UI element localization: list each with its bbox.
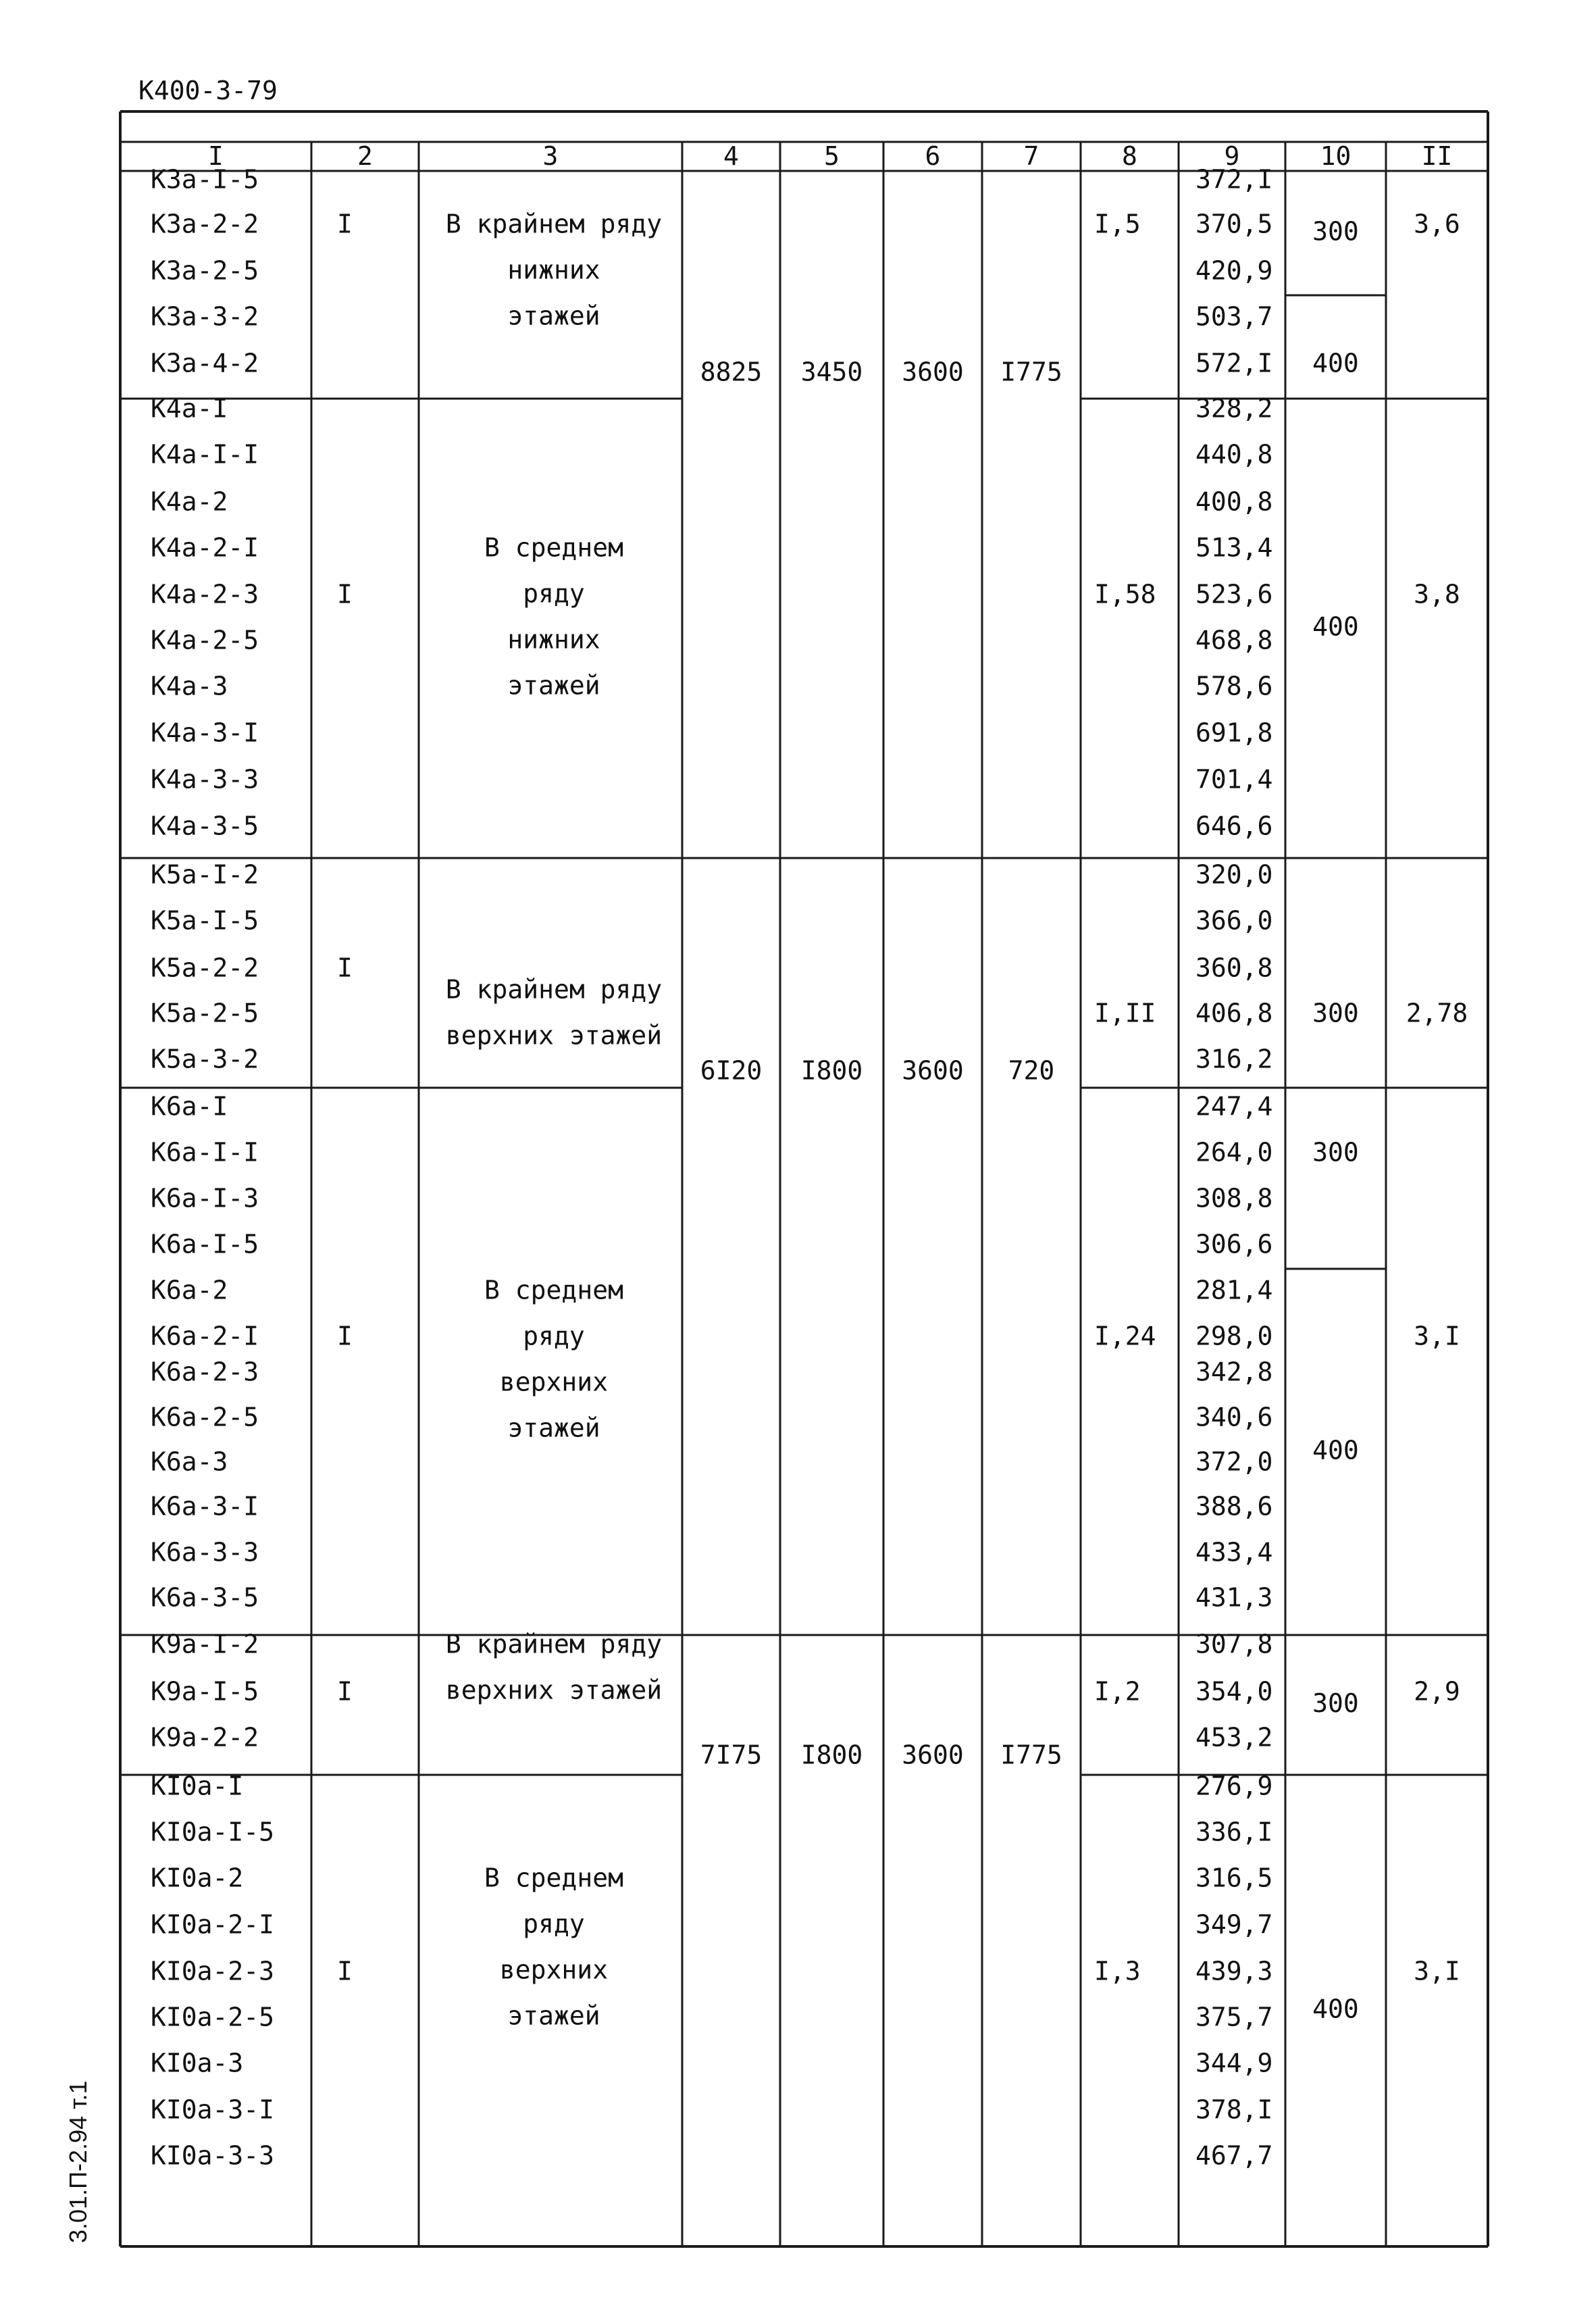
column-3-text: нижних: [507, 624, 600, 655]
column-3-text: этажей: [507, 2001, 600, 2031]
column-9-value: 701,4: [1195, 764, 1273, 795]
side-document-code: 3.01.П-2.94 т.1: [64, 2080, 92, 2243]
column-7-value: 720: [1008, 1055, 1055, 1086]
column-9-value: 342,8: [1195, 1357, 1273, 1387]
column-11-value: 2,78: [1406, 998, 1468, 1028]
column-3-text: ряду: [523, 578, 585, 609]
column-3-text: В среднем: [484, 1863, 623, 1893]
column-9-value: 264,0: [1195, 1137, 1273, 1167]
column-1-mark: К6а-2-I: [151, 1321, 259, 1351]
column-1-mark: К6а-3-5: [151, 1582, 259, 1613]
column-number-7: 7: [1023, 141, 1039, 171]
column-1-mark: К5а-I-2: [151, 859, 259, 890]
column-11-value: 2,9: [1414, 1676, 1460, 1707]
column-1-mark: К4а-I: [151, 393, 228, 424]
column-1-mark: К4а-2-3: [151, 579, 259, 609]
column-9-value: 336,I: [1195, 1817, 1273, 1847]
column-1-mark: КI0а-3-3: [151, 2140, 275, 2171]
column-9-value: 467,7: [1195, 2140, 1273, 2171]
column-1-mark: К4а-3-5: [151, 811, 259, 841]
column-9-value: 513,4: [1195, 532, 1273, 563]
column-9-value: 298,0: [1195, 1321, 1273, 1351]
column-number-8: 8: [1122, 141, 1137, 171]
column-9-value: 691,8: [1195, 718, 1273, 748]
column-1-mark: К3а-4-2: [151, 348, 259, 378]
column-1-mark: К4а-3-3: [151, 764, 259, 795]
column-2-value: I: [337, 579, 353, 609]
column-number-9: 9: [1224, 141, 1240, 171]
column-number-1: I: [208, 141, 224, 171]
column-4-value: 6I20: [700, 1055, 763, 1086]
column-3-text: В среднем: [484, 1275, 623, 1305]
column-1-mark: КI0а-I-5: [151, 1817, 275, 1847]
column-9-value: 320,0: [1195, 859, 1273, 890]
column-9-value: 468,8: [1195, 625, 1273, 655]
column-6-value: 3600: [902, 357, 964, 387]
column-3-text: верхних этажей: [445, 1675, 663, 1705]
column-9-value: 572,I: [1195, 348, 1273, 378]
column-5-value: I800: [800, 1055, 863, 1086]
column-9-value: 420,9: [1195, 255, 1273, 286]
column-number-4: 4: [723, 141, 739, 171]
column-number-10: 10: [1320, 141, 1352, 171]
column-10-value: 400: [1312, 1994, 1359, 2024]
column-number-6: 6: [925, 141, 941, 171]
column-1-mark: КI0а-2-5: [151, 2002, 275, 2032]
column-1-mark: К6а-2: [151, 1275, 228, 1305]
column-1-mark: К9а-I-5: [151, 1676, 259, 1707]
column-9-value: 354,0: [1195, 1676, 1273, 1707]
column-2-value: I: [337, 1676, 353, 1707]
column-9-value: 308,8: [1195, 1183, 1273, 1213]
column-1-mark: К5а-2-2: [151, 953, 259, 983]
column-3-text: нижних: [507, 255, 600, 285]
column-1-mark: К3а-2-5: [151, 255, 259, 286]
column-1-mark: КI0а-3: [151, 2048, 244, 2078]
column-9-value: 247,4: [1195, 1091, 1273, 1122]
column-1-mark: К6а-2-3: [151, 1357, 259, 1387]
column-8-value: I,58: [1094, 579, 1156, 609]
column-10-value: 300: [1312, 1137, 1359, 1167]
column-2-value: I: [337, 209, 353, 239]
column-9-value: 366,0: [1195, 905, 1273, 936]
column-9-value: 503,7: [1195, 301, 1273, 332]
column-9-value: 316,2: [1195, 1044, 1273, 1074]
column-1-mark: К3а-3-2: [151, 301, 259, 332]
column-1-mark: КI0а-3-I: [151, 2094, 275, 2125]
column-7-value: I775: [1000, 357, 1062, 387]
column-9-value: 328,2: [1195, 393, 1273, 424]
column-4-value: 7I75: [700, 1740, 763, 1770]
column-9-value: 578,6: [1195, 671, 1273, 701]
column-1-mark: К6а-3-3: [151, 1537, 259, 1567]
column-1-mark: КI0а-I: [151, 1771, 244, 1801]
column-1-mark: К3а-I-5: [151, 164, 259, 195]
column-1-mark: КI0а-2-I: [151, 1909, 275, 1940]
column-3-text: этажей: [507, 301, 600, 331]
column-6-value: 3600: [902, 1055, 964, 1086]
column-number-11: II: [1421, 141, 1453, 171]
column-10-value: 300: [1312, 998, 1359, 1028]
column-9-value: 375,7: [1195, 2002, 1273, 2032]
document-code: К400-3-79: [138, 76, 278, 105]
column-9-value: 400,8: [1195, 486, 1273, 517]
column-10-value: 400: [1312, 611, 1359, 642]
column-1-mark: К4а-I-I: [151, 439, 259, 470]
column-1-mark: К9а-2-2: [151, 1722, 259, 1753]
column-3-text: В крайнем ряду: [445, 209, 663, 239]
column-10-value: 400: [1312, 1435, 1359, 1465]
column-1-mark: К4а-2-5: [151, 625, 259, 655]
column-9-value: 388,6: [1195, 1491, 1273, 1521]
column-1-mark: К6а-3-I: [151, 1491, 259, 1521]
column-1-mark: К4а-3: [151, 671, 228, 701]
column-1-mark: КI0а-2-3: [151, 1956, 275, 1986]
column-1-mark: К4а-3-I: [151, 718, 259, 748]
column-3-text: В крайнем ряду: [445, 974, 663, 1005]
column-9-value: 372,0: [1195, 1447, 1273, 1477]
column-3-text: верхних этажей: [445, 1020, 663, 1051]
column-10-value: 300: [1312, 1688, 1359, 1718]
column-2-value: I: [337, 1321, 353, 1351]
column-3-text: верхних: [499, 1367, 609, 1397]
column-9-value: 281,4: [1195, 1275, 1273, 1305]
column-number-2: 2: [357, 141, 373, 171]
column-1-mark: К6а-I-3: [151, 1183, 259, 1213]
column-5-value: 3450: [800, 357, 863, 387]
column-1-mark: К9а-I-2: [151, 1629, 259, 1659]
column-9-value: 360,8: [1195, 953, 1273, 983]
column-5-value: I800: [800, 1740, 863, 1770]
column-9-value: 316,5: [1195, 1863, 1273, 1893]
column-3-text: В среднем: [484, 532, 623, 563]
column-1-mark: К4а-2-I: [151, 532, 259, 563]
column-number-5: 5: [824, 141, 840, 171]
column-1-mark: К6а-2-5: [151, 1402, 259, 1432]
column-8-value: I,2: [1094, 1676, 1141, 1707]
column-8-value: I,5: [1094, 209, 1141, 239]
column-1-mark: К6а-I: [151, 1091, 228, 1122]
column-9-value: 433,4: [1195, 1537, 1273, 1567]
column-number-3: 3: [542, 141, 559, 171]
column-3-text: этажей: [507, 1413, 600, 1443]
column-1-mark: К5а-I-5: [151, 905, 259, 936]
column-1-mark: К5а-3-2: [151, 1044, 259, 1074]
column-3-text: В крайнем ряду: [445, 1629, 663, 1659]
column-9-value: 344,9: [1195, 2048, 1273, 2078]
column-9-value: 439,3: [1195, 1956, 1273, 1986]
column-9-value: 646,6: [1195, 811, 1273, 841]
column-11-value: 3,I: [1414, 1956, 1460, 1986]
column-1-mark: КI0а-2: [151, 1863, 244, 1893]
column-2-value: I: [337, 953, 353, 983]
column-6-value: 3600: [902, 1740, 964, 1770]
column-11-value: 3,I: [1414, 1321, 1460, 1351]
column-1-mark: К6а-I-5: [151, 1229, 259, 1259]
column-3-text: ряду: [523, 1909, 585, 1939]
column-4-value: 8825: [700, 357, 763, 387]
column-11-value: 3,8: [1414, 579, 1460, 609]
column-11-value: 3,6: [1414, 209, 1460, 239]
column-9-value: 440,8: [1195, 439, 1273, 470]
column-1-mark: К6а-I-I: [151, 1137, 259, 1167]
column-9-value: 406,8: [1195, 998, 1273, 1028]
column-9-value: 306,6: [1195, 1229, 1273, 1259]
column-10-value: 400: [1312, 348, 1359, 378]
column-2-value: I: [337, 1956, 353, 1986]
column-9-value: 378,I: [1195, 2094, 1273, 2125]
column-9-value: 523,6: [1195, 579, 1273, 609]
column-1-mark: К6а-3: [151, 1447, 228, 1477]
column-8-value: I,3: [1094, 1956, 1141, 1986]
column-9-value: 276,9: [1195, 1771, 1273, 1801]
column-3-text: верхних: [499, 1955, 609, 1985]
column-9-value: 340,6: [1195, 1402, 1273, 1432]
column-7-value: I775: [1000, 1740, 1062, 1770]
column-8-value: I,II: [1094, 998, 1156, 1028]
column-3-text: этажей: [507, 670, 600, 701]
column-1-mark: К3а-2-2: [151, 209, 259, 239]
column-9-value: 372,I: [1195, 164, 1273, 195]
column-9-value: 349,7: [1195, 1909, 1273, 1940]
column-9-value: 431,3: [1195, 1582, 1273, 1613]
column-3-text: ряду: [523, 1321, 585, 1351]
column-10-value: 300: [1312, 216, 1359, 247]
column-9-value: 307,8: [1195, 1629, 1273, 1659]
column-9-value: 370,5: [1195, 209, 1273, 239]
column-9-value: 453,2: [1195, 1722, 1273, 1753]
column-1-mark: К4а-2: [151, 486, 228, 517]
column-8-value: I,24: [1094, 1321, 1156, 1351]
column-1-mark: К5а-2-5: [151, 998, 259, 1028]
